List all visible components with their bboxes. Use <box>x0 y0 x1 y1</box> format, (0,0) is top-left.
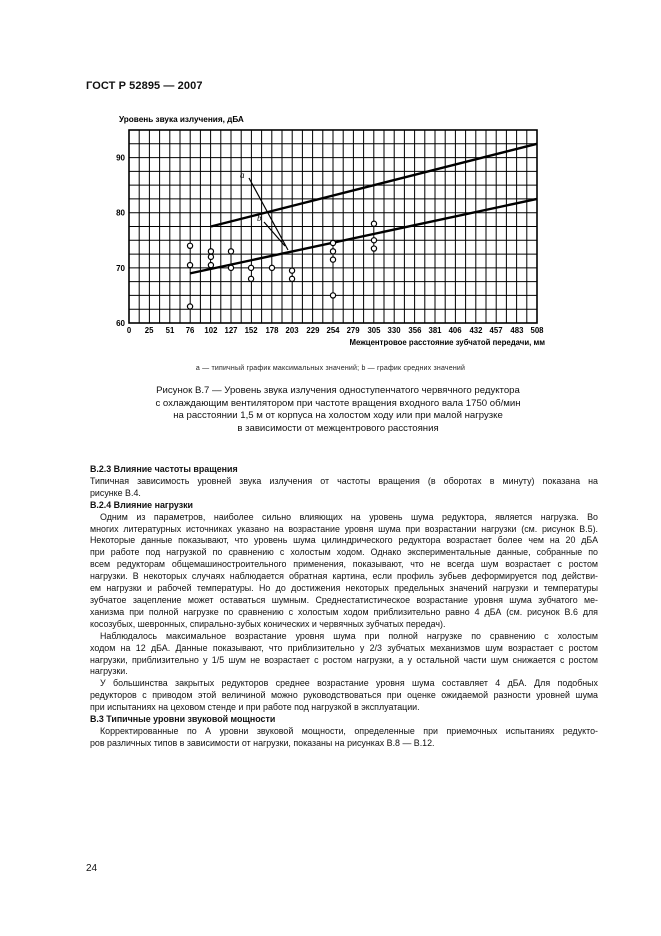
data-point <box>371 238 376 243</box>
data-point <box>208 263 213 268</box>
text-line: ханизма при полной нагрузке по сравнению с холостым ходом приблизительно равно 4 дБА (см. рисунок В.6 для <box>90 606 598 617</box>
x-tick-label: 508 <box>530 326 544 335</box>
data-point <box>248 265 253 270</box>
data-point <box>187 263 192 268</box>
text-line: ходом на 12 дБА. Данные показывают, что приблизительно у 2/3 зубчатых механизмов шум возрастает с ростом <box>90 642 598 653</box>
y-tick-label: 90 <box>116 153 125 163</box>
caption-line: с охлаждающим вентилятором при частоте вращения входного вала 1750 об/мин <box>155 397 521 409</box>
data-point <box>248 276 253 281</box>
y-tick-label: 60 <box>116 319 125 328</box>
section-title: В.3 Типичные уровни звуковой мощности <box>90 714 276 725</box>
line-label-a: a <box>240 170 245 180</box>
chart-legend: а — типичный график максимальных значений; b — график средних значений <box>195 365 466 372</box>
text-line: зубчатое зацепление может оставаться шумным. Среднестатистическое возрастание уровня шума зубчатого ме- <box>90 594 598 605</box>
figure-caption <box>108 385 568 435</box>
data-point <box>371 246 376 251</box>
x-tick-label: 457 <box>489 326 503 335</box>
y-tick-label: 70 <box>116 263 125 273</box>
chart-svg <box>0 0 661 360</box>
x-tick-label: 279 <box>346 326 360 335</box>
data-point <box>289 276 294 281</box>
x-tick-label: 330 <box>387 326 401 335</box>
caption-line: Рисунок В.7 — Уровень звука излучения одноступенчатого червячного редуктора <box>156 385 520 396</box>
page-number: 24 <box>86 863 98 874</box>
text-line: Наблюдалось максимальное возрастание уровня шума при полной нагрузке по сравнению с холостым <box>100 630 598 641</box>
x-tick-label: 178 <box>265 326 279 335</box>
text-line: при работе под нагрузкой по сравнению с холостым ходом. Однако экспериментальные данные, собранные по <box>90 547 598 558</box>
data-point <box>330 257 335 262</box>
x-tick-label: 305 <box>367 326 381 335</box>
text-line: ров различных типов в зависимости от нагрузки, показаны на рисунках В.8 — В.12. <box>90 737 435 748</box>
x-tick-label: 356 <box>408 326 422 335</box>
body-text <box>86 464 598 750</box>
x-tick-label: 483 <box>510 326 524 335</box>
x-tick-label: 51 <box>165 326 175 335</box>
y-axis-label: Уровень звука излучения, дБА <box>119 115 244 124</box>
text-line: нагрузки. <box>90 666 128 677</box>
x-tick-label: 203 <box>285 326 299 335</box>
x-tick-label: 254 <box>326 326 340 335</box>
text-line: рисунке В.4. <box>90 487 141 498</box>
x-tick-label: 229 <box>306 326 320 335</box>
caption-line: в зависимости от межцентрового расстояния <box>237 422 439 434</box>
data-point <box>208 249 213 254</box>
text-line: всем редукторам общемашиностроительного применения, показывают, что не всегда шум возрастает с ростом <box>90 559 598 570</box>
section-title: В.2.3 Влияние частоты вращения <box>90 464 238 474</box>
x-tick-label: 25 <box>144 326 154 335</box>
text-line: косозубых, шевронных, спирально-зубых конических и червячных зубчатых передач). <box>90 618 446 629</box>
data-point <box>371 221 376 226</box>
data-point <box>228 249 233 254</box>
x-tick-label: 406 <box>448 326 462 335</box>
data-point <box>330 240 335 245</box>
text-line: многих литературных источниках указано на возрастание уровня шума при возрастании нагрузки (см. рисунок В.5). <box>90 523 598 534</box>
x-tick-label: 152 <box>244 326 258 335</box>
text-line: нагрузки. В некоторых случаях наблюдается обратная картина, если профиль зубьев деформируется под действи- <box>90 571 598 582</box>
x-tick-label: 127 <box>224 326 238 335</box>
text-line: Корректированные по А уровни звуковой мощности, определенные при приемочных испытаниях редукто- <box>100 725 598 736</box>
data-point <box>187 243 192 248</box>
paragraph <box>86 678 598 714</box>
line-label-b: b <box>257 213 262 223</box>
paragraph <box>86 512 598 631</box>
plot-area <box>116 130 544 335</box>
text-line: Некоторые данные показывают, что уровень шума цилиндрического редуктора возрастает более чем на 20 дБА <box>90 535 598 546</box>
x-tick-label: 0 <box>126 326 132 335</box>
x-tick-label: 102 <box>204 326 218 335</box>
data-point <box>228 265 233 270</box>
data-point <box>330 293 335 298</box>
x-tick-label: 432 <box>469 326 483 335</box>
text-line: Типичная зависимость уровней звука излучения от частоты вращения (в оборотах в минуту) показана на <box>90 475 598 486</box>
text-line: Одним из параметров, наиболее сильно влияющих на уровень шума редуктора, является нагрузка. Во <box>100 511 598 522</box>
caption-line: на расстоянии 1,5 м от корпуса на холостом ходу или при малой нагрузке <box>173 410 503 422</box>
text-line: нагрузки, приблизительно у 1/5 шум не возрастает с ростом нагрузки, а у остальной части шум снижается с ростом <box>90 654 598 665</box>
text-line: при испытаниях на цеховом стенде и при работе под нагрузкой в эксплуатации. <box>90 702 420 713</box>
text-line: У большинства закрытых редукторов среднее возрастание уровня шума составляет 4 дБА. Для подобных <box>100 678 598 689</box>
data-point <box>187 304 192 309</box>
text-line: редукторов с приводом этой величиной можно руководствоваться при оценке ожидаемой разности уровней шума <box>90 690 598 701</box>
data-point <box>330 249 335 254</box>
x-tick-label: 76 <box>185 326 195 335</box>
section-title: В.2.4 Влияние нагрузки <box>90 499 194 510</box>
y-tick-label: 80 <box>116 208 125 218</box>
x-tick-label: 381 <box>428 326 442 335</box>
text-line: ем нагрузки и рабочей температуры. Но до достижения некоторых предельных значений нагрузки и температуры <box>90 583 598 594</box>
paragraph <box>86 631 598 679</box>
data-point <box>208 254 213 259</box>
x-axis-label: Межцентровое расстояние зубчатой передачи, мм <box>349 338 545 347</box>
data-point <box>289 268 294 273</box>
paragraph <box>86 726 598 750</box>
data-point <box>269 265 274 270</box>
standard-header: ГОСТ Р 52895 — 2007 <box>86 80 203 92</box>
paragraph <box>86 476 598 500</box>
